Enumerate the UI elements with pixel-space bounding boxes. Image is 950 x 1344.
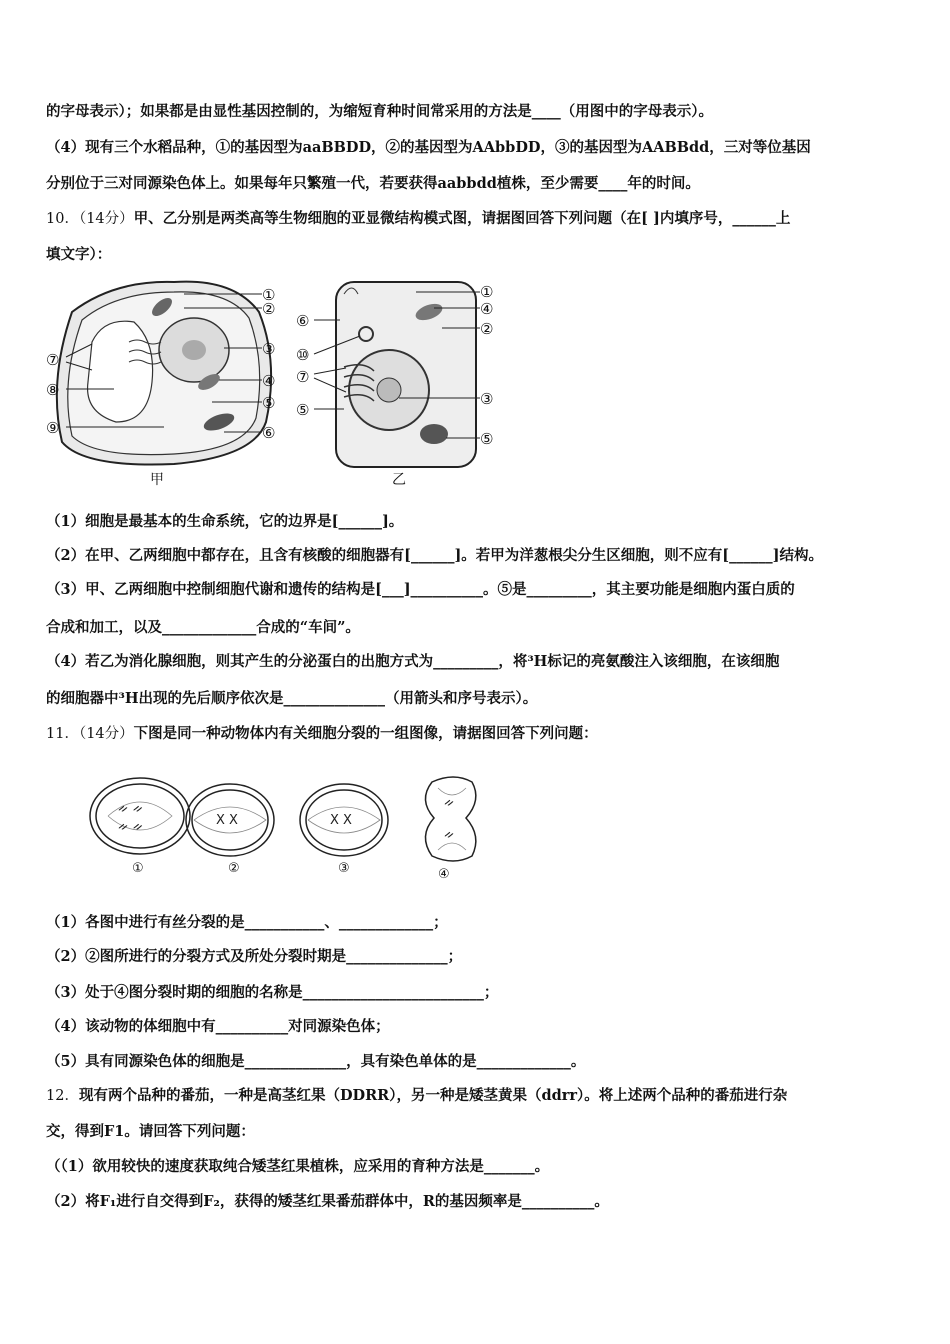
yi-marker-4: ④ (480, 300, 494, 318)
animal-cell-diagram (296, 282, 493, 488)
question-11-stem: 下图是同一种动物体内有关细胞分裂的一组图像，请据图回答下列问题： (133, 725, 598, 742)
question-11-header (46, 724, 598, 744)
cell-division-figure (88, 768, 488, 886)
svg-text:ᨀ: ᨀ (444, 827, 455, 842)
question-12-number: 12． (46, 1088, 79, 1104)
question-10-stem: 甲、乙分别是两类高等生物细胞的亚显微结构模式图，请据图回答下列问题（在[ ]内填序号，______上 (133, 210, 791, 227)
yi-marker-5b: ⑤ (480, 430, 494, 448)
question-10-stem-cont: 填文字）： (46, 246, 112, 263)
question-11-part-3: （3）处于④图分裂时期的细胞的名称是_________________________； (46, 984, 499, 1001)
division-label-2: ② (228, 861, 240, 876)
label-jia: 甲 (150, 472, 164, 488)
label-yi: 乙 (392, 472, 406, 488)
jia-marker-1: ① (262, 286, 276, 304)
question-11-number: 11．（14分） (46, 726, 134, 742)
svg-text:X X: X X (330, 813, 352, 828)
question-10-number: 10．（14分） (46, 211, 134, 227)
yi-marker-1: ① (480, 283, 494, 301)
question-10-part-3a: （3）甲、乙两细胞中控制细胞代谢和遗传的结构是[___]__________。⑤是_________，其主要功能是细胞内蛋白质的 (46, 581, 795, 598)
question-10-part-2: （2）在甲、乙两细胞中都存在，且含有核酸的细胞器有[______]。若甲为洋葱根尖分生区细胞，则不应有[______]结构。 (46, 547, 824, 564)
jia-marker-8: ⑧ (46, 381, 60, 399)
division-label-4: ④ (438, 867, 450, 882)
yi-marker-5a: ⑤ (296, 401, 310, 419)
jia-marker-4: ④ (262, 372, 276, 390)
question-11-part-2: （2）②图所进行的分裂方式及所处分裂时期是______________； (46, 948, 463, 965)
question-10-part-1: （1）细胞是最基本的生命系统，它的边界是[______]。 (46, 513, 404, 530)
svg-text:ᨀ: ᨀ (444, 795, 455, 810)
division-label-1: ① (132, 861, 144, 876)
yi-marker-3: ③ (480, 390, 494, 408)
question-10-header (46, 209, 790, 229)
svg-text:X X: X X (216, 813, 238, 828)
question-11-part-4: （4）该动物的体细胞中有__________对同源染色体； (46, 1018, 390, 1035)
question-12-header (46, 1086, 787, 1106)
jia-marker-7: ⑦ (46, 351, 60, 369)
cell-structure-figure (44, 272, 514, 497)
jia-marker-6: ⑥ (262, 424, 276, 442)
jia-marker-3: ③ (262, 340, 276, 358)
yi-marker-7: ⑦ (296, 368, 310, 386)
question-11-part-5: （5）具有同源染色体的细胞是______________，具有染色单体的是_____________。 (46, 1053, 586, 1070)
text-line-1: 的字母表示）；如果都是由显性基因控制的，为缩短育种时间常采用的方法是____（用图中的字母表示）。 (46, 103, 713, 120)
division-label-3: ③ (338, 861, 350, 876)
question-10-part-3b: 合成和加工，以及_____________合成的“车间”。 (46, 619, 360, 636)
yi-marker-2: ② (480, 320, 494, 338)
question-11-part-1: （1）各图中进行有丝分裂的是___________、_____________； (46, 914, 448, 931)
yi-marker-6: ⑥ (296, 312, 310, 330)
text-line-2: （4）现有三个水稻品种，①的基因型为aaBBDD，②的基因型为AAbbDD，③的基因型为AABBdd，三对等位基因 (46, 139, 811, 156)
question-10-part-4a: （4）若乙为消化腺细胞，则其产生的分泌蛋白的出胞方式为_________，将³H标记的亮氨酸注入该细胞，在该细胞 (46, 653, 780, 670)
plant-cell-diagram (46, 282, 275, 488)
svg-text:ᨀ ᨀ: ᨀ ᨀ (118, 801, 144, 816)
question-12-part-2: （2）将F₁进行自交得到F₂，获得的矮茎红果番茄群体中，R的基因频率是__________。 (46, 1193, 609, 1210)
yi-marker-10: ⑩ (296, 346, 310, 364)
jia-marker-2: ② (262, 300, 276, 318)
jia-marker-9: ⑨ (46, 419, 60, 437)
question-12-stem-cont: 交，得到F1。请回答下列问题： (46, 1123, 255, 1140)
question-10-part-4b: 的细胞器中³H出现的先后顺序依次是______________（用箭头和序号表示）。 (46, 690, 538, 707)
svg-text:ᨀ ᨀ: ᨀ ᨀ (118, 819, 144, 834)
question-12-part-1: （（1）欲用较快的速度获取纯合矮茎红果植株，应采用的育种方法是_______。 (46, 1158, 550, 1175)
text-line-3: 分别位于三对同源染色体上。如果每年只繁殖一代，若要获得aabbdd植株，至少需要____年的时间。 (46, 175, 700, 192)
jia-marker-5: ⑤ (262, 394, 276, 412)
question-12-stem: 现有两个品种的番茄，一种是高茎红果（DDRR），另一种是矮茎黄果（ddrr）。将上述两个品种的番茄进行杂 (78, 1087, 788, 1104)
